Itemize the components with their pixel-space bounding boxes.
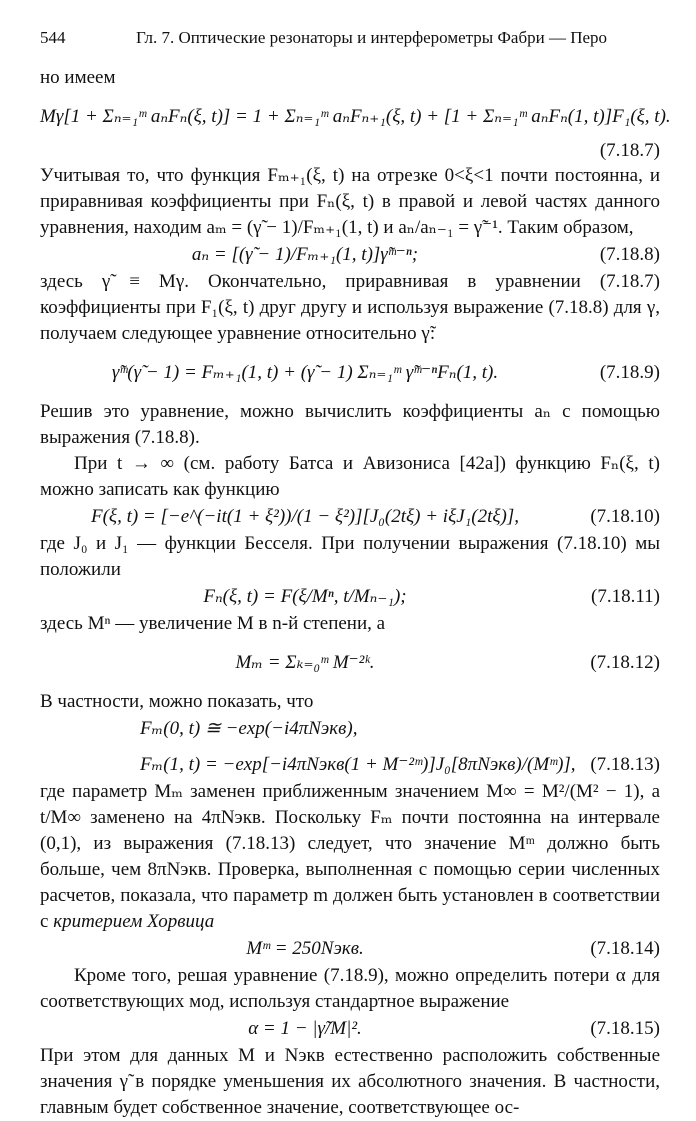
equation-body: F(ξ, t) = [−e^(−it(1 + ξ²))/(1 − ξ²)][J₀(2tξ) + iξJ₁(2tξ)], [91,506,519,527]
equation-7-18-13a [40,715,660,743]
paragraph: При этом для данных M и Nэкв естественно расположить собственные значения γ̃ в порядке уменьшения их абсолютного значения. В частности, главным будет собственное значение, соответствующее ос- [40,1045,660,1118]
equation-body: aₙ = [(γ̃ − 1)/Fₘ₊₁(1, t)]γ̃ᵐ⁻ⁿ; [191,244,419,265]
equation-body: Mₘ = Σₖ₌₀ᵐ M⁻²ᵏ. [235,652,375,673]
equation-number: (7.18.12) [590,652,660,673]
paragraph [40,779,660,935]
equation-body: Mᵐ = 250Nэкв. [246,938,364,959]
equation-7-18-8 [40,241,660,269]
equation-7-18-15 [40,1015,660,1043]
equation-body: Fₘ(0, t) ≅ −exp(−i4πNэкв), [140,718,358,739]
equation-number: (7.18.13) [590,754,660,775]
page-body [40,65,671,1121]
equation-number: (7.18.14) [590,938,660,959]
paragraph: здесь γ̃ ≡ Mγ. Окончательно, приравнивая в уравнении (7.18.7) коэффициенты при F₁(ξ, t) друг другу и используя выражение (7.18.8) для γ, получаем следующее уравнение относительно γ̃: [40,271,660,344]
running-title: Гл. 7. Оптические резонаторы и интерферометры Фабри — Перо [136,28,608,47]
equation-7-18-9 [40,351,660,395]
equation-body: Fₘ(1, t) = −exp[−i4πNэкв(1 + M⁻²ᵐ)]J₀[8πNэкв)/(Mᵐ)], [140,754,576,775]
equation-7-18-14 [40,935,660,963]
equation-number: (7.18.7) [599,140,660,161]
paragraph: Кроме того, решая уравнение (7.18.9), можно определить потери α для соответствующих мод, используя стандартное выражение [40,965,660,1012]
equation-body: Mγ[1 + Σₙ₌₁ᵐ aₙFₙ(ξ, t)] = 1 + Σₙ₌₁ᵐ aₙFₙ₊₁(ξ, t) + [1 + Σₙ₌₁ᵐ aₙFₙ(1, t)]F₁(ξ, t). [40,106,671,127]
equation-body: Fₙ(ξ, t) = F(ξ/Mⁿ, t/Mₙ₋₁); [203,586,407,607]
text-line-intro: но имеем [40,67,116,88]
equation-7-18-13b [40,751,660,779]
paragraph: Решив это уравнение, можно вычислить коэффициенты aₙ с помощью выражения (7.18.8). [40,401,660,448]
paragraph: где J₀ и J₁ — функции Бесселя. При получении выражения (7.18.10) мы положили [40,533,660,580]
equation-body: α = 1 − |γ̃/M|². [248,1018,362,1039]
equation-number: (7.18.11) [591,586,660,607]
equation-7-18-10 [40,503,660,531]
horwitz-criterion-term: критерием Хорвица [53,911,215,932]
paragraph: Учитывая то, что функция Fₘ₊₁(ξ, t) на отрезке 0<ξ<1 почти постоянна, и приравнивая коэффициенты при Fₙ(ξ, t) в правой и левой частях данного уравнения, находим aₘ = (γ̃ − 1)/Fₘ₊₁(1, t) и aₙ/aₙ₋₁ = γ̃⁻¹. Таким образом, [40,165,660,238]
paragraph-text: где параметр Mₘ заменен приближенным значением M∞ = M²/(M² − 1), а t/M∞ заменено на 4πNэкв. Поскольку Fₘ почти постоянна на интервале (0,1), из выражения (7.18.13) следует, что значение Mᵐ должно быть больше, чем 8πNэкв. Проверка, выполненная с помощью серии численных расчетов, показала, что параметр m должен быть установлен в соответствии с [40,781,660,932]
paragraph: здесь Mⁿ — увеличение M в n-й степени, а [40,613,386,634]
page-number: 544 [40,28,66,47]
equation-number: (7.18.10) [590,506,660,527]
equation-body: γ̃ᵐ(γ̃ − 1) = Fₘ₊₁(1, t) + (γ̃ − 1) Σₙ₌₁ᵐ γ̃ᵐ⁻ⁿFₙ(1, t). [111,362,499,383]
equation-7-18-11 [40,583,660,611]
equation-7-18-12 [40,641,660,685]
paragraph: При t → ∞ (см. работу Батса и Авизониса [42а]) функцию Fₙ(ξ, t) можно записать как функцию [40,453,660,500]
page-header [40,28,660,52]
equation-number: (7.18.8) [599,244,660,265]
equation-7-18-7 [40,95,671,139]
equation-number: (7.18.15) [590,1018,660,1039]
paragraph: В частности, можно показать, что [40,691,314,712]
equation-number: (7.18.9) [599,362,660,383]
